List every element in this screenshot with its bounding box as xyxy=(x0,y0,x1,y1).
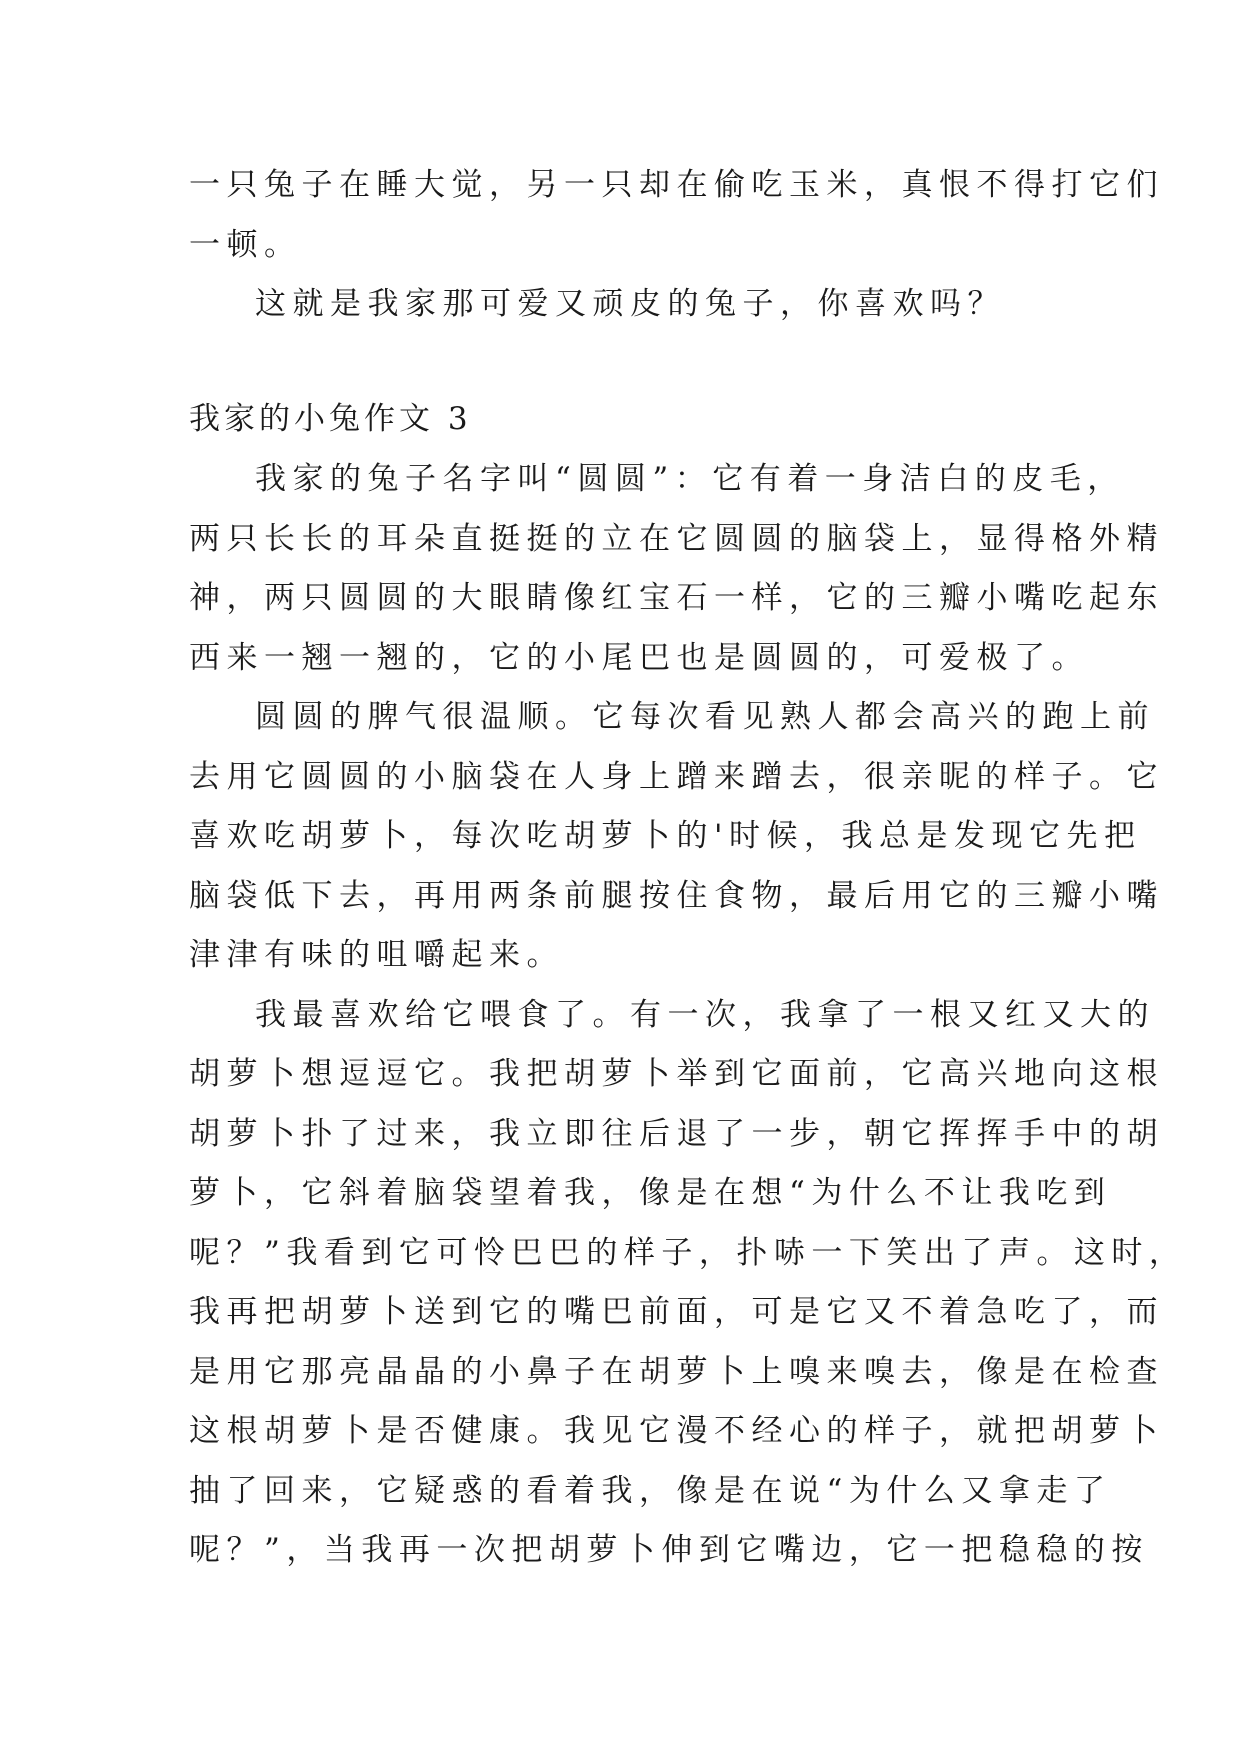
text-line: 呢？”我看到它可怜巴巴的样子，扑哧一下笑出了声。这时， xyxy=(189,1234,1187,1271)
text-line: 喜欢吃胡萝卜，每次吃胡萝卜的'时候，我总是发现它先把 xyxy=(189,818,1142,854)
essay-title-block xyxy=(189,390,1059,450)
text-line: 脑袋低下去，再用两条前腿按住食物，最后用它的三瓣小嘴 xyxy=(189,877,1164,914)
text-line: 胡萝卜想逗逗它。我把胡萝卜举到它面前，它高兴地向这根 xyxy=(189,1056,1164,1092)
paragraph xyxy=(189,688,1164,986)
text-line: 是用它那亮晶晶的小鼻子在胡萝卜上嗅来嗅去，像是在检查 xyxy=(189,1353,1164,1390)
text-line: 我家的兔子名字叫“圆圆”：它有着一身洁白的皮毛， xyxy=(255,461,1125,497)
paragraph xyxy=(189,450,1164,688)
text-line: 津津有味的咀嚼起来。 xyxy=(189,937,564,973)
text-line: 一顿。 xyxy=(189,226,302,263)
text-line: 我最喜欢给它喂食了。有一次，我拿了一根又红又大的 xyxy=(255,996,1155,1033)
text-line: 我再把胡萝卜送到它的嘴巴前面，可是它又不着急吃了，而 xyxy=(189,1294,1164,1330)
text-line: 圆圆的脾气很温顺。它每次看见熟人都会高兴的跑上前 xyxy=(255,699,1155,735)
closing-paragraph: 这就是我家那可爱又顽皮的兔子，你喜欢吗？ xyxy=(255,286,1005,322)
text-line: 胡萝卜扑了过来，我立即往后退了一步，朝它挥挥手中的胡 xyxy=(189,1115,1164,1152)
text-line: 呢？”，当我再一次把胡萝卜伸到它嘴边，它一把稳稳的按 xyxy=(189,1532,1149,1568)
continued-text xyxy=(189,156,1164,335)
text-line: 神，两只圆圆的大眼睛像红宝石一样，它的三瓣小嘴吃起东 xyxy=(189,580,1164,616)
text-line: 去用它圆圆的小脑袋在人身上蹭来蹭去，很亲昵的样子。它 xyxy=(189,758,1164,795)
text-line: 一只兔子在睡大觉，另一只却在偷吃玉米，真恨不得打它们 xyxy=(189,167,1164,203)
essay-title: 我家的小兔作文 3 xyxy=(189,401,472,437)
text-line: 两只长长的耳朵直挺挺的立在它圆圆的脑袋上，显得格外精 xyxy=(189,520,1164,557)
text-line: 这根胡萝卜是否健康。我见它漫不经心的样子，就把胡萝卜 xyxy=(189,1413,1164,1449)
text-line: 西来一翘一翘的，它的小尾巴也是圆圆的，可爱极了。 xyxy=(189,639,1089,676)
paragraph xyxy=(189,986,1187,1581)
essay-body xyxy=(189,450,1187,1581)
text-line: 萝卜，它斜着脑袋望着我，像是在想“为什么不让我吃到 xyxy=(189,1175,1112,1211)
text-line: 抽了回来，它疑惑的看着我，像是在说“为什么又拿走了 xyxy=(189,1472,1112,1509)
